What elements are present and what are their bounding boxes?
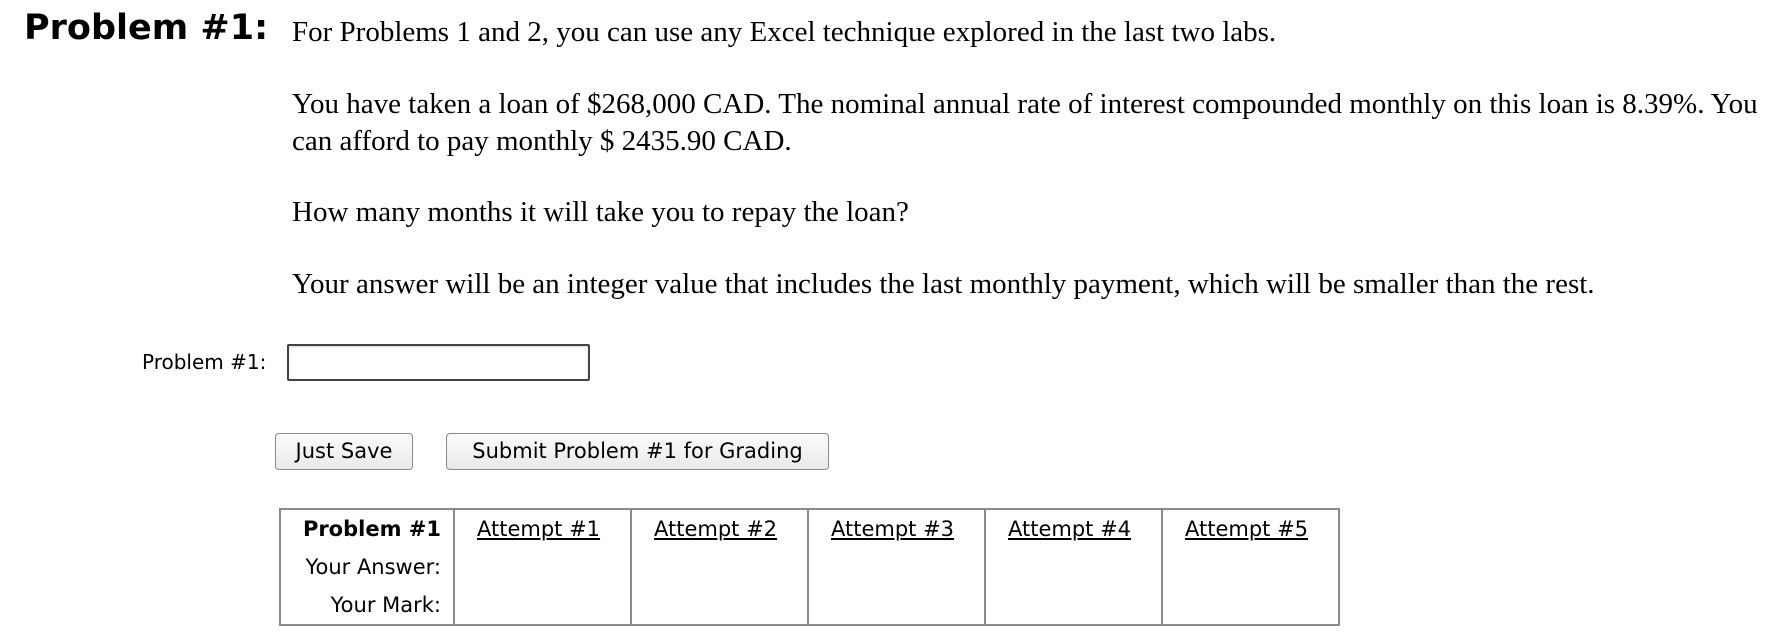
attempt-column-4: [985, 509, 1162, 548]
attempt-5-answer: [1163, 548, 1338, 586]
attempt-3-mark: [809, 586, 984, 624]
attempt-1-link[interactable]: Attempt #1: [477, 517, 601, 541]
problem-question: How many months it will take you to repay the loan?: [292, 196, 909, 228]
answer-input[interactable]: [287, 344, 590, 381]
attempt-4-answer: [986, 548, 1161, 586]
attempt-3-link[interactable]: Attempt #3: [831, 517, 955, 541]
attempt-4-mark: [986, 586, 1161, 624]
attempt-5-mark: [1163, 586, 1338, 624]
attempts-problem-header: [280, 509, 454, 548]
attempt-column-3: [808, 509, 985, 548]
attempt-2-answer: [632, 548, 807, 586]
your-answer-label: Your Answer:: [305, 555, 441, 579]
problem-answer-note: Your answer will be an integer value that includes the last monthly payment, which will be smaller than the rest.: [292, 268, 1595, 300]
attempts-table: [279, 508, 1340, 626]
submit-for-grading-button[interactable]: Submit Problem #1 for Grading: [446, 433, 829, 470]
problem-loan-text: You have taken a loan of $268,000 CAD. The nominal annual rate of interest compounded monthly on this loan is 8.39%. You can afford to pay monthly $ 2435.90 CAD.: [292, 88, 1758, 157]
attempts-header-row: [280, 509, 1339, 548]
problem-intro: For Problems 1 and 2, you can use any Excel technique explored in the last two labs.: [292, 16, 1277, 48]
attempt-3-answer: [809, 548, 984, 586]
just-save-button[interactable]: Just Save: [275, 433, 413, 470]
attempt-2-mark: [632, 586, 807, 624]
attempt-column-1: [454, 509, 631, 548]
attempt-column-5: [1162, 509, 1339, 548]
attempt-1-answer: [455, 548, 630, 586]
your-mark-label: Your Mark:: [330, 593, 441, 617]
attempt-1-mark: [455, 586, 630, 624]
problem-heading: Problem #1:: [24, 8, 269, 48]
attempt-5-link[interactable]: Attempt #5: [1185, 517, 1309, 541]
attempts-mark-row: [280, 586, 1339, 625]
answer-field-label: Problem #1:: [142, 350, 267, 374]
attempts-problem-label: Problem #1: [302, 517, 441, 541]
attempt-column-2: [631, 509, 808, 548]
attempt-2-link[interactable]: Attempt #2: [654, 517, 778, 541]
attempts-answer-row: [280, 548, 1339, 586]
attempt-4-link[interactable]: Attempt #4: [1008, 517, 1132, 541]
